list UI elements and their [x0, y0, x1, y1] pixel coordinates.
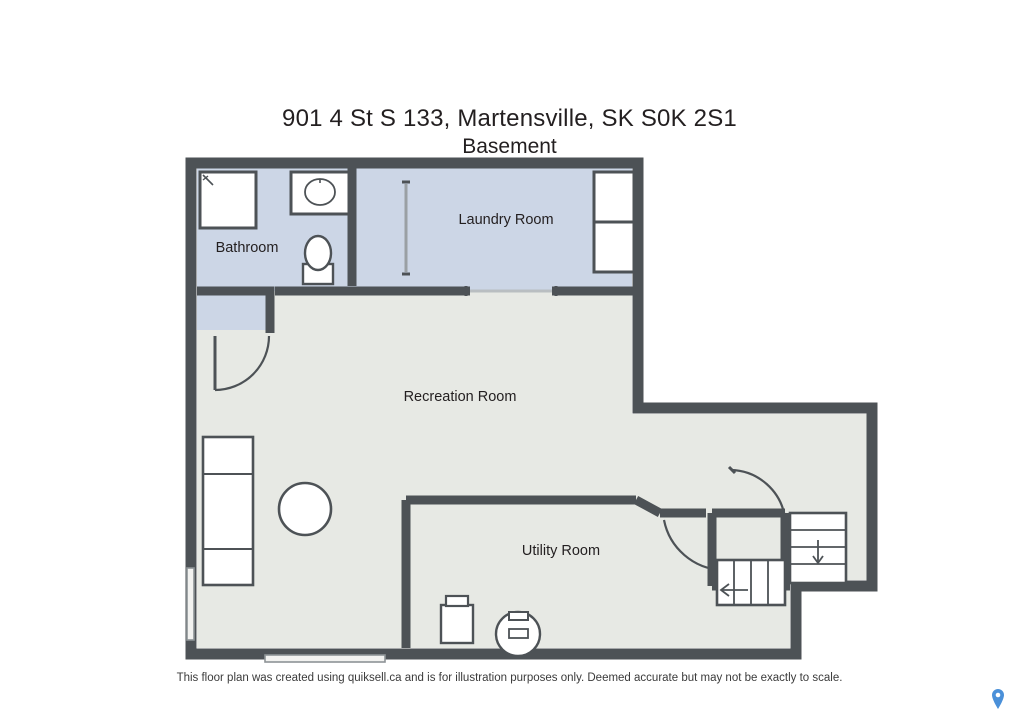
shower-stall — [200, 172, 256, 228]
window-bottom — [265, 655, 385, 662]
map-pin-icon — [989, 688, 1007, 710]
page-title: 901 4 St S 133, Martensville, SK S0K 2S1 — [282, 105, 737, 132]
disclaimer-text: This floor plan was created using quiksell.ca and is for illustration purposes only. Deemed accurate but may not be exactly to scale. — [176, 672, 843, 684]
room-label-utility: Utility Room — [521, 543, 601, 559]
room-label-recreation: Recreation Room — [403, 389, 517, 405]
stairs-down — [790, 513, 846, 583]
plan-level-subtitle: Basement — [462, 135, 557, 158]
washer-dryer-pair — [594, 172, 634, 272]
round-table — [279, 483, 331, 535]
furnace — [441, 596, 473, 643]
stairs-up — [717, 560, 785, 605]
room-label-laundry: Laundry Room — [458, 212, 554, 228]
toilet — [303, 236, 333, 284]
window-left — [187, 568, 194, 640]
room-label-bathroom: Bathroom — [215, 240, 279, 256]
sofa — [203, 437, 253, 585]
sink-vanity — [291, 172, 349, 214]
water-heater — [496, 612, 540, 656]
